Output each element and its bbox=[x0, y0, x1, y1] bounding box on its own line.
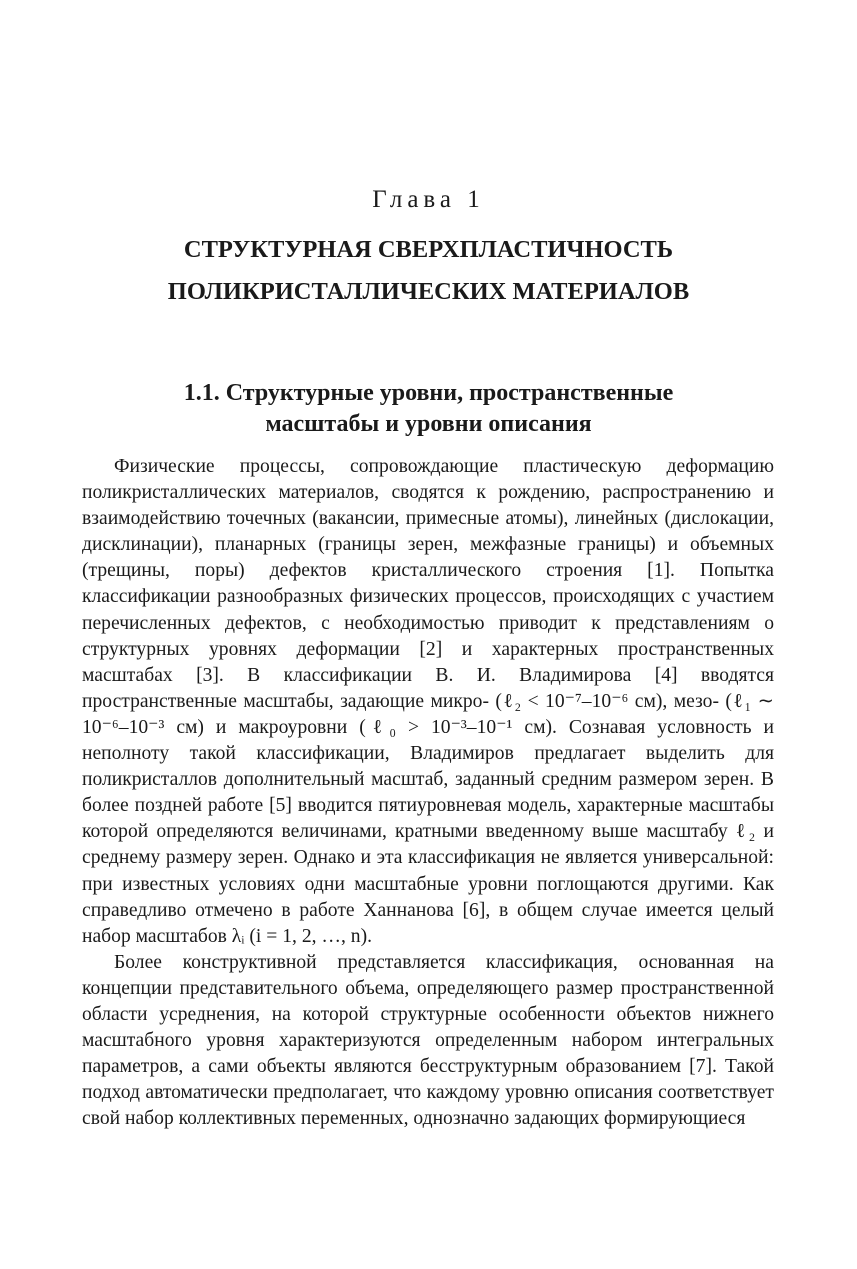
section-title-line: масштабы и уровни описания bbox=[265, 411, 592, 437]
body-text bbox=[82, 454, 774, 1132]
chapter-title-line: ПОЛИКРИСТАЛЛИЧЕСКИХ МАТЕРИАЛОВ bbox=[167, 278, 690, 305]
chapter-title-line: СТРУКТУРНАЯ СВЕРХПЛАСТИЧНОСТЬ bbox=[183, 236, 674, 263]
section-title bbox=[60, 378, 797, 440]
section-title-line: 1.1. Структурные уровни, пространственные bbox=[183, 380, 674, 406]
paragraph: Более конструктивной представляется классификация, основанная на концепции представительного объема, определяющего размер пространственной области усреднения, на которой структурные особенности объектов нижнего масштабного уровня характеризуются определенным набором интегральных параметров, а сами объекты являются бесструктурным образованием [7]. Такой подход автоматически предполагает, что каждому уровню описания соответствует свой набор коллективных переменных, однозначно задающих формирующиеся bbox=[82, 951, 774, 1130]
paragraph: Физические процессы, сопровождающие пластическую деформацию поликристаллических материалов, сводятся к рождению, распространению и взаимодействию точечных (вакансии, примесные атомы), линейных (дислокации, дисклинации), планарных (границы зерен, межфазные границы) и объемных (трещины, поры) дефектов кристаллического строения [1]. Попытка классификации разнообразных физических процессов, происходящих с участием перечисленных дефектов, с необходимостью приводит к представлениям о структурных уровнях деформации [2] и характерных пространственных масштабах [3]. В классификации В. И. Владимирова [4] вводятся пространственные масштабы, задающие микро- (ℓ₂ < 10⁻⁷–10⁻⁶ см), мезо- (ℓ₁ ∼ 10⁻⁶–10⁻³ см) и макроуровни (ℓ₀ > 10⁻³–10⁻¹ см). Сознавая условность и неполноту такой классификации, Владимиров предлагает выделить для поликристаллов дополнительный масштаб, заданный средним размером зерен. В более поздней работе [5] вводится пятиуровневая модель, характерные масштабы которой определяются величинами, кратными введенному выше масштабу ℓ₂ и среднему размеру зерен. Однако и эта классификация не является универсальной: при известных условиях одни масштабные уровни поглощаются другими. Как справедливо отмечено в работе Ханнанова [6], в общем случае имеется целый набор масштабов λᵢ (i = 1, 2, …, n). bbox=[82, 456, 774, 947]
chapter-title bbox=[60, 229, 797, 313]
chapter-label: Глава 1 bbox=[372, 186, 485, 213]
